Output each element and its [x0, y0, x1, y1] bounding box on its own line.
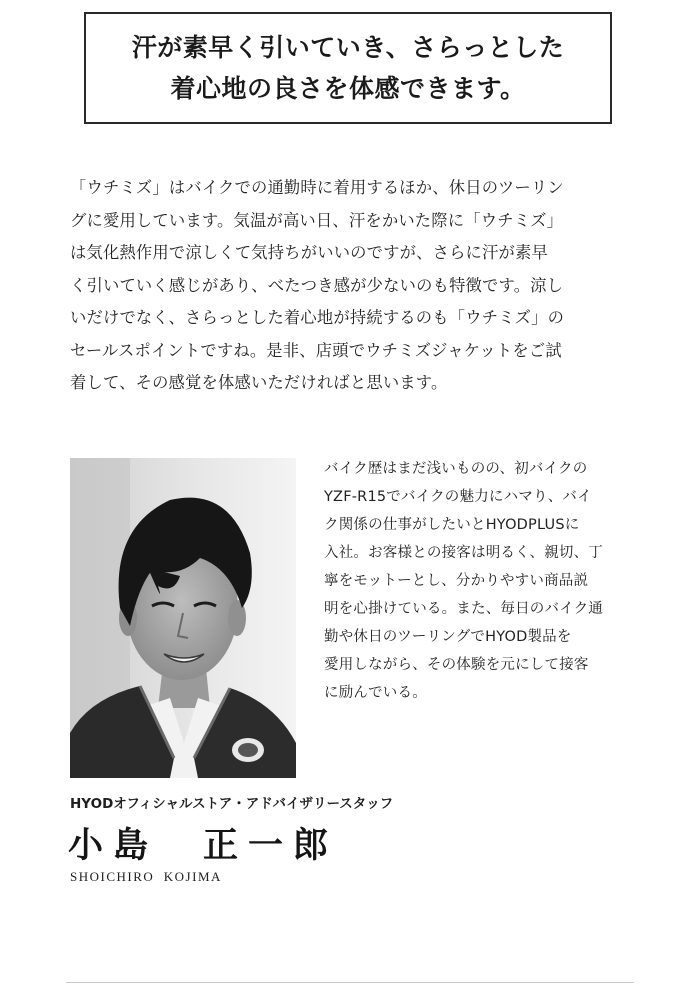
headline-line-2: 着心地の良さを体感できます。: [170, 74, 526, 103]
profile-line: ク関係の仕事がしたいとHYODPLUSに: [324, 517, 580, 533]
profile-line: 入社。お客様との接客は明るく、親切、丁: [324, 545, 604, 561]
body-line: 着して、その感覚を体感いただければと思います。: [70, 373, 448, 392]
body-line: グに愛用しています。気温が高い日、汗をかいた際に「ウチミズ」: [70, 210, 564, 230]
profile-line: 寧をモットーとし、分かりやすい商品説: [324, 573, 589, 589]
headline-box: [84, 12, 612, 124]
profile-description: [324, 455, 640, 707]
body-line: いだけでなく、さらっとした着心地が持続するのも「ウチミズ」の: [70, 308, 565, 327]
bottom-divider: [66, 982, 634, 983]
profile-line: 明を心掛けている。また、毎日のバイク通: [324, 601, 604, 617]
profile-line: 愛用しながら、その体験を元にして接客: [324, 657, 589, 673]
profile-line: YZF-R15でバイクの魅力にハマり、バイ: [324, 489, 592, 505]
staff-portrait-photo: [70, 458, 296, 778]
profile-line: に励んでいる。: [324, 685, 427, 701]
body-paragraph: [70, 172, 640, 400]
staff-role: HYODオフィシャルストア・アドバイザリースタッフ: [70, 796, 394, 812]
body-line: セールスポイントですね。是非、店頭でウチミズジャケットをご試: [70, 340, 562, 360]
body-line: 「ウチミズ」はバイクでの通勤時に着用するほか、休日のツーリン: [70, 178, 564, 197]
profile-line: 勤や休日のツーリングでHYOD製品を: [324, 629, 572, 645]
body-line: く引いていく感じがあり、べたつき感が少ないのも特徴です。涼し: [70, 275, 564, 295]
body-line: は気化熱作用で涼しくて気持ちがいいのですが、さらに汗が素早: [70, 243, 548, 262]
staff-name-japanese: 小島 正一郎: [68, 825, 339, 866]
headline-line-1: 汗が素早く引いていき、さらっとした: [131, 33, 565, 62]
profile-line: バイク歴はまだ浅いものの、初バイクの: [324, 461, 588, 477]
staff-name-romaji: SHOICHIRO KOJIMA: [70, 869, 222, 884]
